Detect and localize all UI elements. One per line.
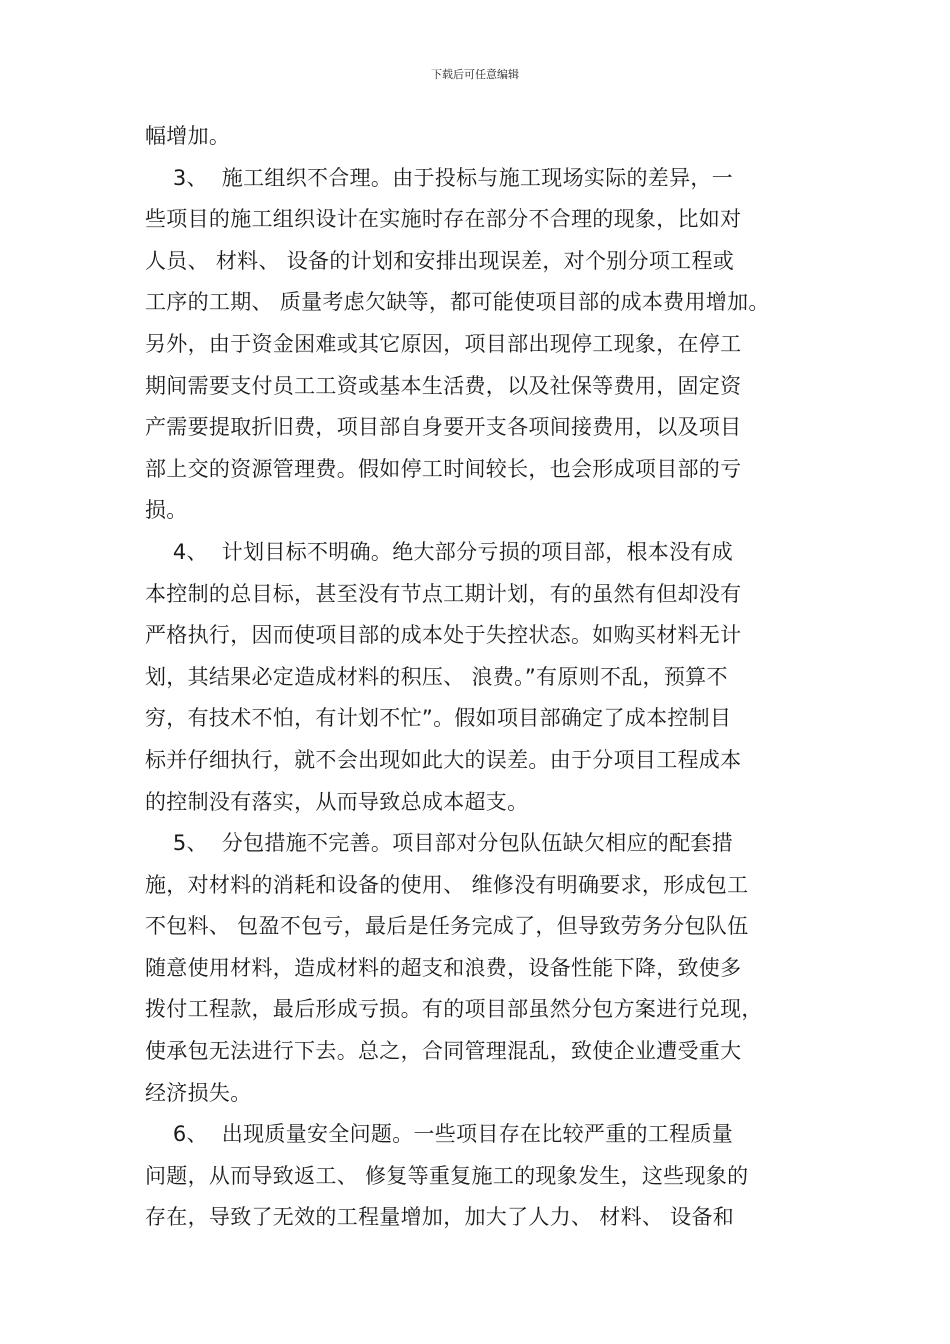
text-line: 5、 分包措施不完善。项目部对分包队伍缺欠相应的配套措: [145, 831, 734, 856]
document-body: [145, 116, 825, 1239]
text-line: 不包料、 包盈不包亏，最后是任务完成了，但导致劳务分包队伍: [145, 914, 749, 939]
text-line: 穷，有技术不怕，有计划不忙”。假如项目部确定了成本控制目: [145, 706, 732, 731]
text-line: 严格执行，因而使项目部的成本处于失控状态。如购买材料无计: [145, 623, 742, 648]
text-line: 人员、 材料、 设备的计划和安排出现误差，对个别分项工程或: [145, 248, 735, 273]
text-line: 损。: [145, 498, 188, 523]
text-line: 另外，由于资金困难或其它原因，项目部出现停工现象，在停工: [145, 331, 742, 356]
text-line: 标并仔细执行，就不会出现如此大的误差。由于分项目工程成本: [145, 747, 742, 772]
text-line: 4、 计划目标不明确。绝大部分亏损的项目部，根本没有成: [145, 539, 734, 564]
text-line: 部上交的资源管理费。假如停工时间较长，也会形成项目部的亏: [145, 456, 742, 481]
text-line: 3、 施工组织不合理。由于投标与施工现场实际的差异，一: [145, 165, 734, 190]
text-line: 划，其结果必定造成材料的积压、 浪费。”有原则不乱，预算不: [145, 664, 728, 689]
text-line: 期间需要支付员工工资或基本生活费，以及社保等费用，固定资: [145, 373, 742, 398]
text-line: 本控制的总目标，甚至没有节点工期计划，有的虽然有但却没有: [145, 581, 742, 606]
text-line: 些项目的施工组织设计在实施时存在部分不合理的现象，比如对: [145, 207, 742, 232]
text-line: 产需要提取折旧费，项目部自身要开支各项间接费用，以及项目: [145, 415, 742, 440]
text-line: 随意使用材料，造成材料的超支和浪费，设备性能下降，致使多: [145, 955, 742, 980]
text-line: 工序的工期、 质量考虑欠缺等，都可能使项目部的成本费用增加。: [145, 290, 770, 315]
text-line: 拨付工程款，最后形成亏损。有的项目部虽然分包方案进行兑现，: [145, 997, 763, 1022]
text-line: 施，对材料的消耗和设备的使用、 维修没有明确要求，形成包工: [145, 872, 749, 897]
text-line: 经济损失。: [145, 1080, 252, 1105]
text-line: 使承包无法进行下去。总之，合同管理混乱，致使企业遭受重大: [145, 1039, 742, 1064]
text-line: 的控制没有落实，从而导致总成本超支。: [145, 789, 529, 814]
page-header: 下载后可任意编辑: [431, 68, 519, 81]
text-line: 幅增加。: [145, 124, 231, 148]
text-line: 6、 出现质量安全问题。一些项目存在比较严重的工程质量: [145, 1122, 734, 1147]
text-line: 问题，从而导致返工、 修复等重复施工的现象发生，这些现象的: [145, 1163, 749, 1188]
text-line: 存在，导致了无效的工程量增加，加大了人力、 材料、 设备和: [145, 1205, 735, 1230]
